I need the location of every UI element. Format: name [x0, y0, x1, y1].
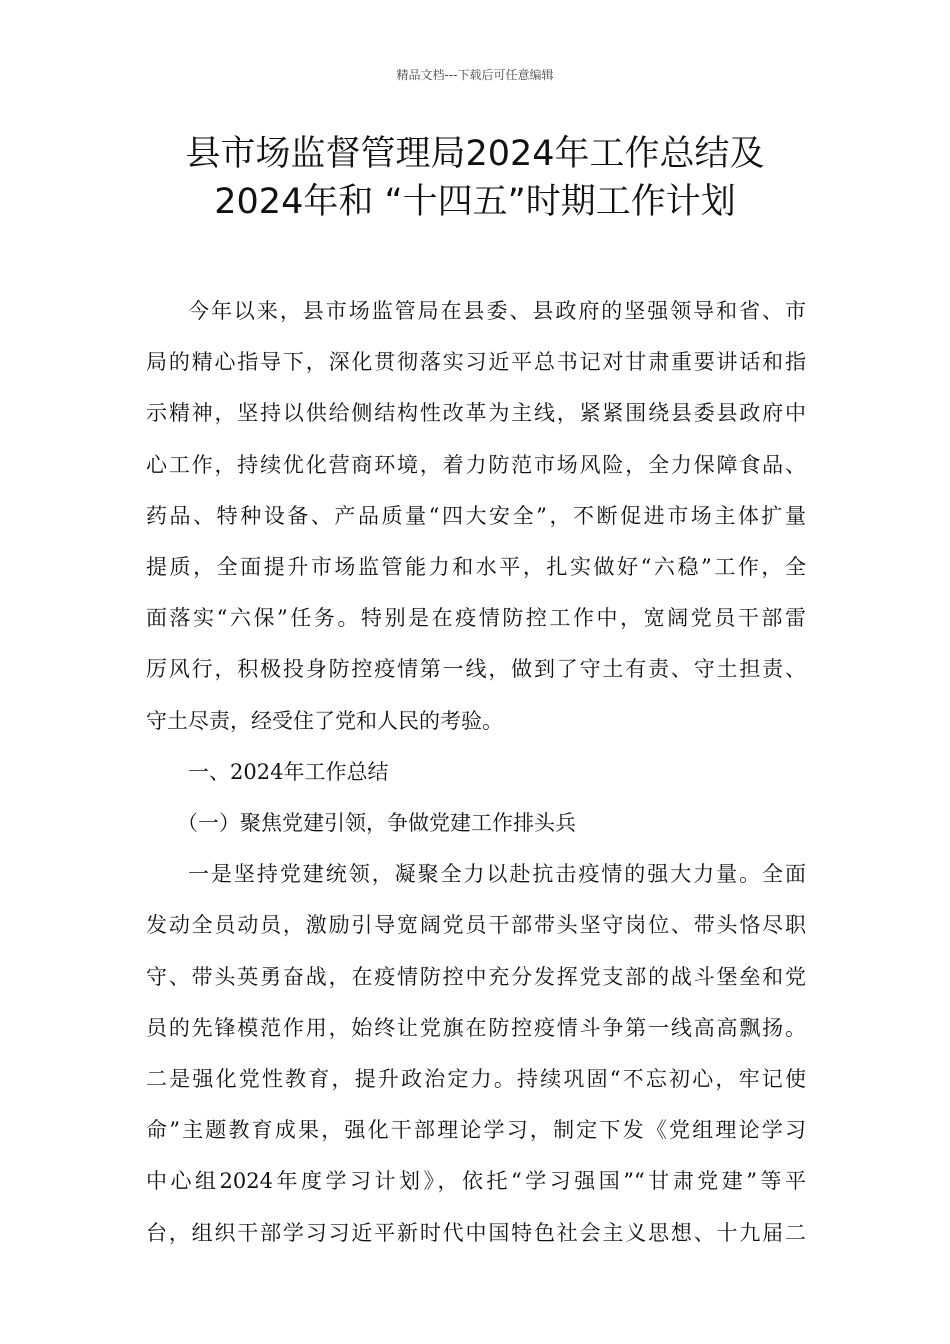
text-line: 员的先锋模范作用，始终让党旗在防控疫情斗争第一线高高飘扬。 — [146, 1015, 806, 1040]
text-line: 一是坚持党建统领，凝聚全力以赴抗击疫情的强大力量。全面 — [188, 862, 806, 887]
title-line-1: 县市场监督管理局2024年工作总结及 — [185, 134, 765, 174]
text-line: 发动全员动员，激励引导宽阔党员干部带头坚守岗位、带头恪尽职 — [146, 913, 806, 938]
text-line: 厉风行，积极投身防控疫情第一线，做到了守土有责、守土担责、 — [146, 657, 806, 682]
section-heading: 一、2024年工作总结 — [188, 759, 389, 784]
document-body — [146, 286, 806, 1259]
text-line: 命”主题教育成果，强化干部理论学习，制定下发《党组理论学习 — [146, 1118, 806, 1143]
text-line: 二是强化党性教育，提升政治定力。持续巩固“不忘初心，牢记使 — [146, 1067, 806, 1092]
text-line: 示精神，坚持以供给侧结构性改革为主线，紧紧围绕县委县政府中 — [146, 401, 806, 426]
text-line: 守、带头英勇奋战，在疫情防控中充分发挥党支部的战斗堡垒和党 — [146, 964, 806, 989]
text-line: 中心组2024年度学习计划》，依托“学习强国”“甘肃党建”等平 — [146, 1169, 806, 1194]
text-line: 心工作，持续优化营商环境，着力防范市场风险，全力保障食品、 — [146, 452, 806, 477]
title-line-2: 2024年和 “十四五”时期工作计划 — [214, 182, 736, 222]
body-paragraph — [146, 849, 806, 1259]
text-line: 药品、特种设备、产品质量“四大安全”，不断促进市场主体扩量 — [146, 503, 806, 528]
text-line: 提质，全面提升市场监管能力和水平，扎实做好“六稳”工作，全 — [146, 555, 806, 580]
intro-paragraph — [146, 286, 806, 747]
text-line: 面落实“六保”任务。特别是在疫情防控工作中，宽阔党员干部雷 — [146, 606, 806, 631]
text-line: 局的精心指导下，深化贯彻落实习近平总书记对甘肃重要讲话和指 — [146, 350, 806, 375]
text-line: 台，组织干部学习习近平新时代中国特色社会主义思想、十九届二 — [146, 1220, 806, 1245]
text-line: 今年以来，县市场监管局在县委、县政府的坚强领导和省、市 — [188, 299, 806, 323]
header-note: 精品文档---下载后可任意编辑 — [396, 68, 554, 82]
subsection-heading: （一）聚焦党建引领，争做党建工作排头兵 — [177, 811, 576, 836]
text-line: 守土尽责，经受住了党和人民的考验。 — [146, 708, 503, 733]
document-title — [100, 130, 850, 226]
